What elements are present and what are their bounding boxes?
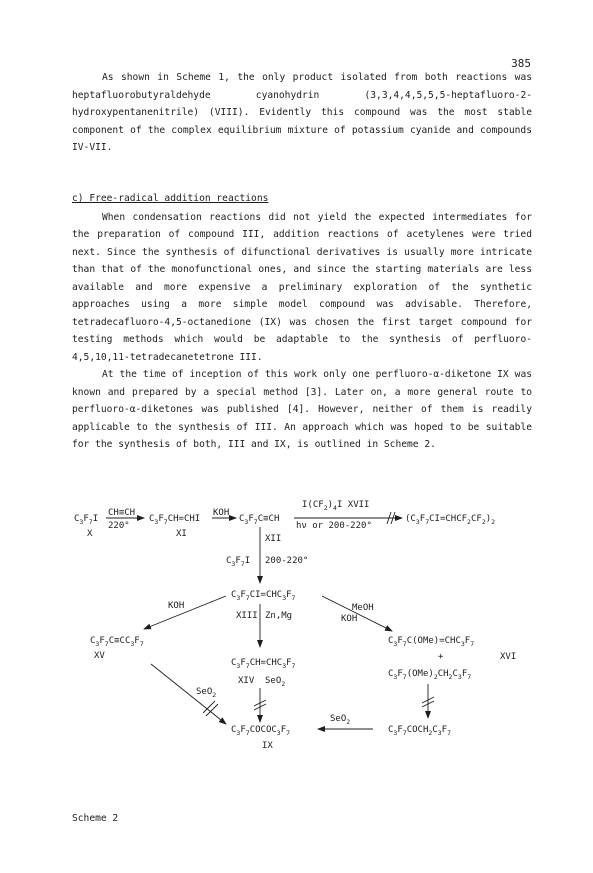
label-xvi: XVI (500, 652, 517, 662)
reagent-koh-top: KOH (213, 508, 230, 518)
formula-xvii-product: $(C_3F_7CI=CHCF_2CF_2)_2$ (405, 514, 496, 526)
arrow-xv-break-1 (203, 701, 215, 713)
formula-xii: $C_3F_7C\equiv CH$ (239, 514, 280, 526)
paragraph: As shown in Scheme 1, the only product isolated from both reactions was heptafluorobutyraldehyde cyanohydrin (3,3,4,4,5,5,5-heptafluoro-2-hydroxypentanenitrile) (VIII). Evidently this compound was the most stable component of the complex equilibrium mixture of potassium cyanide and compounds IV-VII. (72, 72, 532, 153)
formula-ketone: $C_3F_7COCH_2C_3F_7$ (388, 725, 451, 737)
arrow-xiii-to-xvi (322, 596, 392, 631)
reagent-hv: hν or 200-220° (296, 521, 372, 531)
arrow-xvi-break-2 (422, 701, 434, 707)
section-heading: c) Free-radical addition reactions (72, 193, 269, 204)
body-text-top (72, 69, 532, 157)
scheme-caption: Scheme 2 (72, 813, 119, 824)
label-xi: XI (176, 529, 187, 539)
reagent-temp-220: 220° (108, 521, 130, 531)
body-text-section-c (72, 190, 532, 454)
formula-xvi-enol-ether: $C_3F_7C(OMe)=CHC_3F_7$ (388, 636, 475, 648)
arrow-xv-to-ix (151, 664, 226, 724)
page-number: 385 (511, 57, 531, 70)
label-xv: XV (94, 651, 105, 661)
reagent-meoh: MeOH (352, 603, 374, 613)
reagent-zn-mg: Zn,Mg (265, 611, 293, 621)
reagent-c3f7i: $C_3F_7I$ (226, 556, 251, 568)
formula-xi: $C_3F_7CH=CHI$ (149, 514, 201, 526)
plus-sign: + (438, 652, 444, 662)
reagent-acetylene: CH≡CH (108, 508, 136, 518)
arrow-xvii-break-2 (391, 512, 395, 524)
arrow-xiii-to-xv (144, 596, 226, 629)
arrow-xiv-break-2 (254, 704, 266, 710)
reagent-koh-right: KOH (341, 614, 358, 624)
paragraph: When condensation reactions did not yield the expected intermediates for the preparation of compound III, addition reactions of acetylenes were tried next. Since the synthesis of difunctional derivatives is usually more intricate than that of the monofunctional ones, and since the starting materials are less available and more expensive a preliminary exploration of the synthetic approaches using a more simple model compound was advisable. Therefore, tetradecafluoro-4,5-octanedione (IX) was chosen the first target compound for testing methods which would be adaptable to the synthesis of perfluoro-4,5,10,11-tetradecanetetrone III. (72, 211, 532, 363)
formula-xvi-ketal: $C_3F_7(OMe)_2CH_2C_3F_7$ (388, 669, 472, 681)
label-xiv: XIV (238, 676, 255, 686)
formula-xv: $C_3F_7C\equiv CC_3F_7$ (90, 636, 144, 648)
paragraph: At the time of inception of this work only one perfluoro-α-diketone IX was known and prepared by a special method [3]. Later on, a more general route to perfluoro-α-diketones was published [4]. However, neither of them is readily applicable to the synthesis of III. An approach which was hoped to be suitable for the synthesis of both, III and IX, is outlined in Scheme 2. (72, 369, 532, 450)
reagent-seo2-center: SeO$_2$ (265, 676, 286, 688)
arrow-xv-break-2 (206, 704, 218, 716)
arrow-xiv-break-1 (254, 700, 266, 706)
formula-xiv: $C_3F_7CH=CHC_3F_7$ (231, 658, 296, 670)
arrow-xvii-break-1 (387, 512, 391, 524)
reagent-seo2-left: SeO$_2$ (196, 687, 217, 699)
formula-c3f7i: $C_3F_7I$ (74, 514, 99, 526)
formula-xiii: $C_3F_7CI=CHC_3F_7$ (231, 590, 296, 602)
label-xii: XII (265, 534, 282, 544)
reagent-xvii: $I(CF_2)_4I$ XVII (302, 500, 370, 512)
reagent-seo2-bottom: SeO$_2$ (330, 714, 351, 726)
arrow-xvi-break-1 (422, 697, 434, 703)
label-xiii: XIII (236, 611, 258, 621)
reagent-koh-left: KOH (168, 601, 185, 611)
reagent-temp-200: 200-220° (265, 556, 309, 566)
formula-ix: $C_3F_7COCOC_3F_7$ (231, 725, 291, 737)
label-ix: IX (262, 741, 273, 751)
label-x: X (87, 529, 93, 539)
